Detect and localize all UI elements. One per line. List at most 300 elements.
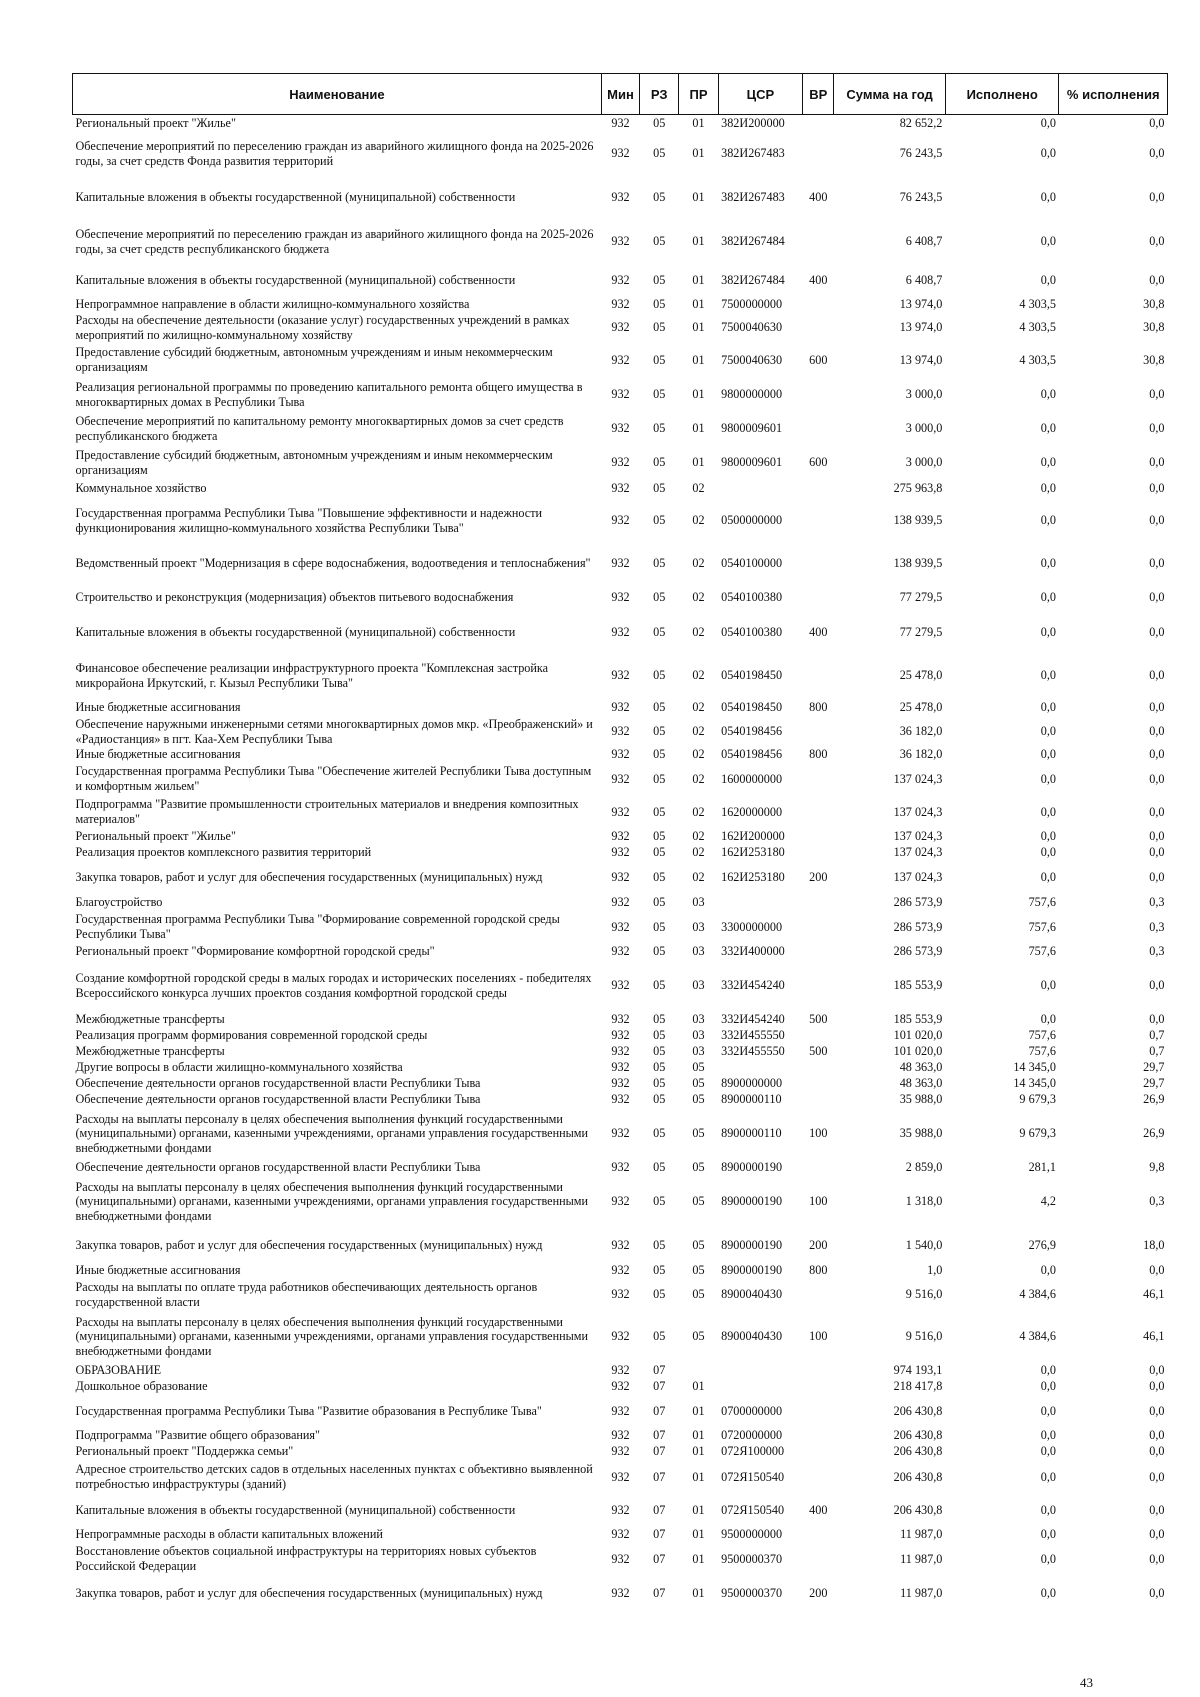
row-csr: 0540198450 [721,700,783,715]
row-pct: 29,7 [1143,1060,1165,1075]
row-min: 932 [611,1076,630,1091]
row-csr: 8900000190 [721,1194,783,1209]
row-min: 932 [611,894,630,909]
row-min: 932 [611,1126,630,1141]
row-rz: 05 [653,115,666,130]
table-row [73,1160,1168,1176]
row-sum: 2 859,0 [905,1160,943,1175]
row-sum: 3 000,0 [905,387,943,402]
row-sum: 77 279,5 [899,625,943,640]
row-rz: 05 [653,771,666,786]
row-csr: 9800009601 [721,421,783,436]
row-rz: 05 [653,297,666,312]
row-rz: 05 [653,1287,666,1302]
row-name: Региональный проект "Формирование комфортной городской среды" [75,944,435,959]
row-sum: 137 024,3 [893,829,943,844]
table-row [73,1311,1168,1363]
row-pct: 18,0 [1143,1237,1165,1252]
row-min: 932 [611,1263,630,1278]
row-name: Восстановление объектов социальной инфраструктуры на территориях новых субъектов Российской Федерации [75,1544,537,1573]
row-min: 932 [611,700,630,715]
header-csr: ЦСР [718,74,803,115]
row-vr [803,480,834,497]
row-rz: 05 [653,1263,666,1278]
row-done: 0,0 [1040,1363,1056,1378]
row-sum: 36 182,0 [899,747,943,762]
row-pr [679,1363,718,1379]
row-rz: 05 [653,747,666,762]
row-done: 757,6 [1028,1028,1056,1043]
row-pr: 02 [692,724,705,739]
table-row [73,1444,1168,1460]
row-vr [803,1527,834,1543]
row-done: 0,0 [1040,1444,1056,1459]
row-min: 932 [611,668,630,683]
row-sum: 3 000,0 [905,421,943,436]
row-done: 4 384,6 [1019,1287,1056,1302]
row-name: Региональный проект "Жилье" [75,115,236,130]
row-csr: 382И267483 [721,190,785,205]
row-pr: 05 [692,1329,705,1344]
row-sum: 36 182,0 [899,724,943,739]
row-vr [803,796,834,829]
row-pr: 02 [692,513,705,528]
row-pct: 0,0 [1149,1551,1165,1566]
row-pr: 01 [692,1428,705,1443]
row-name: Региональный проект "Поддержка семьи" [75,1444,294,1459]
row-name: Межбюджетные трансферты [75,1012,225,1027]
row-sum: 101 020,0 [893,1044,943,1059]
row-sum: 138 939,5 [893,556,943,571]
row-pct: 0,0 [1149,1527,1165,1542]
row-name: ОБРАЗОВАНИЕ [75,1363,162,1378]
row-pr: 01 [692,115,705,130]
table-row [73,944,1168,960]
row-csr: 332И455550 [721,1044,785,1059]
row-rz: 05 [653,590,666,605]
row-name: Государственная программа Республики Тыва "Обеспечение жителей Республики Тыва доступным и комфортным жильем" [75,764,592,793]
row-done: 0,0 [1040,1586,1056,1601]
row-name: Обеспечение наружными инженерными сетями многоквартирных домов мкр. «Преображенский» и «Радиостанция» в пгт. Каа-Хем Республики Тыва [75,716,593,746]
row-csr: 0540198456 [721,724,783,739]
row-done: 0,0 [1040,724,1056,739]
row-vr [803,115,834,132]
header-min: Мин [601,74,639,115]
row-csr: 9800009601 [721,455,783,470]
row-csr: 382И200000 [721,115,785,130]
row-pct: 0,0 [1149,1263,1165,1278]
row-pr: 05 [692,1194,705,1209]
row-rz: 05 [653,1126,666,1141]
row-pct: 0,0 [1149,1428,1165,1443]
table-row [73,1527,1168,1543]
row-sum: 76 243,5 [899,190,943,205]
row-rz: 07 [653,1527,666,1542]
row-pr: 05 [692,1076,705,1091]
table-row [73,480,1168,497]
row-min: 932 [611,1551,630,1566]
row-done: 0,0 [1040,1428,1056,1443]
row-vr: 600 [809,352,828,367]
header-vr: ВР [803,74,834,115]
table-row [73,1012,1168,1028]
row-done: 0,0 [1040,115,1056,130]
table-row [73,1363,1168,1379]
row-done: 0,0 [1040,1403,1056,1418]
row-csr: 0500000000 [721,513,783,528]
table-row [73,653,1168,699]
row-name: Финансовое обеспечение реализации инфраструктурного проекта "Комплексная застройка микрорайона Иркутский, г. Кызыл Республики Тыва" [75,660,549,690]
row-pr: 01 [692,1503,705,1518]
row-pct: 0,0 [1149,1403,1165,1418]
row-pct: 30,8 [1143,297,1165,312]
row-csr: 382И267484 [721,272,785,287]
table-row [73,1028,1168,1044]
row-vr [803,845,834,861]
row-csr: 0540198456 [721,747,783,762]
table-row [73,1428,1168,1444]
row-pct: 0,0 [1149,115,1165,130]
header-pct: % исполнения [1059,74,1168,115]
row-pct: 0,0 [1149,804,1165,819]
row-done: 0,0 [1040,1379,1056,1394]
row-csr: 0540100380 [721,625,783,640]
row-done: 9 679,3 [1019,1126,1056,1141]
row-pct: 0,0 [1149,1503,1165,1518]
row-rz: 05 [653,320,666,335]
row-rz: 05 [653,234,666,249]
row-sum: 185 553,9 [893,1012,943,1027]
row-done: 281,1 [1028,1160,1056,1175]
row-csr: 7500040630 [721,320,783,335]
row-pr: 03 [692,1044,705,1059]
row-sum: 11 987,0 [900,1527,943,1542]
row-done: 0,0 [1040,421,1056,436]
row-pr: 01 [692,455,705,470]
row-pr: 05 [692,1126,705,1141]
row-done: 0,0 [1040,1551,1056,1566]
row-min: 932 [611,455,630,470]
row-done: 14 345,0 [1013,1076,1056,1091]
row-min: 932 [611,1503,630,1518]
row-done: 0,0 [1040,387,1056,402]
row-pct: 0,0 [1149,1379,1165,1394]
table-row [73,717,1168,747]
row-pr: 01 [692,387,705,402]
row-vr: 400 [809,625,828,640]
row-vr [803,1543,834,1576]
row-csr: 9500000370 [721,1551,783,1566]
row-pr: 01 [692,421,705,436]
row-done: 757,6 [1028,944,1056,959]
table-row [73,313,1168,343]
row-min: 932 [611,1329,630,1344]
row-rz: 05 [653,724,666,739]
table-row [73,1495,1168,1527]
row-pr: 03 [692,1028,705,1043]
row-sum: 3 000,0 [905,455,943,470]
row-vr [803,763,834,796]
row-name: Капитальные вложения в объекты государственной (муниципальной) собственности [75,272,516,287]
row-name: Обеспечение мероприятий по переселению граждан из аварийного жилищного фонда на 2025-2026 годы, за счет средств Фонда развития территорий [75,138,594,168]
row-csr: 0720000000 [721,1428,783,1443]
table-row [73,1076,1168,1092]
row-min: 932 [611,1444,630,1459]
row-pct: 0,0 [1149,845,1165,860]
table-row [73,1176,1168,1228]
row-pr: 05 [692,1287,705,1302]
row-pct: 0,0 [1149,1012,1165,1027]
row-sum: 185 553,9 [893,978,943,993]
row-pr: 01 [692,146,705,161]
row-sum: 25 478,0 [899,668,943,683]
row-name: Подпрограмма "Развитие общего образования" [75,1428,320,1443]
row-vr [803,412,834,446]
row-name: Обеспечение мероприятий по капитальному ремонту многоквартирных домов за счет средств республиканского бюджета [75,413,564,443]
row-csr: 8900000190 [721,1160,783,1175]
row-rz: 05 [653,1028,666,1043]
row-pr: 01 [692,234,705,249]
row-csr: 8900000110 [721,1092,782,1107]
row-vr [803,1460,834,1495]
row-rz: 07 [653,1403,666,1418]
row-done: 0,0 [1040,700,1056,715]
row-rz: 07 [653,1551,666,1566]
row-pct: 0,0 [1149,771,1165,786]
row-pct: 30,8 [1143,320,1165,335]
table-row [73,297,1168,313]
row-pr: 02 [692,700,705,715]
row-min: 932 [611,556,630,571]
row-pct: 0,0 [1149,1363,1165,1378]
row-pr: 02 [692,869,705,884]
row-csr: 0700000000 [721,1403,783,1418]
row-done: 0,0 [1040,146,1056,161]
row-csr: 9500000370 [721,1586,783,1601]
row-vr [803,378,834,412]
row-sum: 206 430,8 [893,1444,943,1459]
table-row [73,497,1168,545]
row-name: Расходы на выплаты персоналу в целях обеспечения выполнения функций государственными (муниципальными) органами, казенными учреждениями, органами управления государственными внебюджетными фондами [75,1314,589,1358]
row-vr [803,1363,834,1379]
row-pct: 0,0 [1149,1444,1165,1459]
row-pct: 0,0 [1149,146,1165,161]
row-pr: 01 [692,1551,705,1566]
row-name: Обеспечение деятельности органов государственной власти Республики Тыва [75,1092,481,1107]
row-name: Расходы на выплаты персоналу в целях обеспечения выполнения функций государственными (муниципальными) органами, казенными учреждениями, органами управления государственными внебюджетными фондами [75,1179,589,1223]
page-number: 43 [1080,1675,1093,1690]
row-min: 932 [611,1586,630,1601]
row-pct: 46,1 [1143,1287,1165,1302]
row-pr: 01 [692,297,705,312]
row-vr [803,497,834,545]
table-row [73,545,1168,583]
row-name: Государственная программа Республики Тыва "Развитие образования в Республике Тыва" [75,1403,542,1418]
row-csr: 7500000000 [721,297,783,312]
row-sum: 206 430,8 [893,1428,943,1443]
table-row [73,1044,1168,1060]
row-pct: 0,0 [1149,724,1165,739]
row-min: 932 [611,978,630,993]
row-name: Ведомственный проект "Модернизация в сфере водоснабжения, водоотведения и теплоснабжения" [75,556,591,571]
row-pr: 01 [692,190,705,205]
row-sum: 1 318,0 [905,1194,943,1209]
row-rz: 05 [653,1160,666,1175]
row-min: 932 [611,1028,630,1043]
row-name: Закупка товаров, работ и услуг для обеспечения государственных (муниципальных) нужд [75,1237,543,1252]
row-csr: 0540100380 [721,590,783,605]
row-csr: 7500040630 [721,352,783,367]
header-rz: РЗ [640,74,679,115]
row-done: 4 303,5 [1019,297,1056,312]
table-row [73,1263,1168,1279]
row-csr: 072Я150540 [721,1469,785,1484]
row-done: 757,6 [1028,1044,1056,1059]
row-min: 932 [611,234,630,249]
table-row [73,446,1168,480]
row-sum: 35 988,0 [899,1126,943,1141]
row-pct: 26,9 [1143,1092,1165,1107]
row-vr: 100 [809,1126,828,1141]
row-vr: 400 [809,190,828,205]
row-name: Капитальные вложения в объекты государственной (муниципальной) собственности [75,1503,516,1518]
row-csr: 072Я150540 [721,1503,785,1518]
row-sum: 137 024,3 [893,869,943,884]
row-sum: 101 020,0 [893,1028,943,1043]
row-pct: 46,1 [1143,1329,1165,1344]
row-min: 932 [611,1379,630,1394]
row-pct: 0,0 [1149,869,1165,884]
row-done: 0,0 [1040,771,1056,786]
row-sum: 48 363,0 [899,1060,943,1075]
table-row [73,747,1168,763]
row-done: 0,0 [1040,190,1056,205]
row-csr: 0540198450 [721,668,783,683]
row-rz: 05 [653,845,666,860]
row-sum: 1,0 [927,1263,943,1278]
row-rz: 05 [653,455,666,470]
row-rz: 07 [653,1503,666,1518]
row-pct: 0,0 [1149,590,1165,605]
row-sum: 286 573,9 [893,894,943,909]
row-pr: 01 [692,1379,705,1394]
table-row [73,699,1168,717]
row-vr [803,1160,834,1176]
row-vr: 100 [809,1194,828,1209]
row-min: 932 [611,115,630,130]
row-done: 0,0 [1040,845,1056,860]
row-done: 4 303,5 [1019,320,1056,335]
row-pr: 02 [692,747,705,762]
row-min: 932 [611,421,630,436]
header-done: Исполнено [945,74,1059,115]
row-sum: 11 987,0 [900,1551,943,1566]
row-name: Расходы на обеспечение деятельности (оказание услуг) государственных учреждений в рамках мероприятий по жилищно-коммунальному хозяйству [75,312,570,342]
row-pr: 03 [692,978,705,993]
row-name: Подпрограмма "Развитие промышленности строительных материалов и внедрения композитных материалов" [75,797,579,826]
table-row [73,845,1168,861]
table-row [73,378,1168,412]
row-rz: 05 [653,513,666,528]
table-row [73,1092,1168,1108]
row-csr: 1600000000 [721,771,783,786]
row-pct: 0,0 [1149,556,1165,571]
row-pct: 0,0 [1149,455,1165,470]
table-row [73,960,1168,1012]
row-pr: 02 [692,668,705,683]
row-done: 0,0 [1040,625,1056,640]
row-done: 276,9 [1028,1237,1056,1252]
row-done: 0,0 [1040,978,1056,993]
row-sum: 1 540,0 [905,1237,943,1252]
row-min: 932 [611,190,630,205]
row-min: 932 [611,320,630,335]
table-row [73,1279,1168,1311]
row-vr: 400 [809,272,828,287]
row-sum: 275 963,8 [893,480,943,495]
row-name: Благоустройство [75,894,163,909]
row-done: 4,2 [1040,1194,1056,1209]
row-pr: 03 [692,944,705,959]
row-rz: 05 [653,387,666,402]
row-pct: 0,0 [1149,513,1165,528]
row-min: 932 [611,869,630,884]
row-csr [718,1060,803,1076]
row-rz: 05 [653,1044,666,1059]
row-min: 932 [611,944,630,959]
row-vr [803,313,834,343]
row-pct: 0,3 [1149,919,1165,934]
row-csr: 162И253180 [721,869,785,884]
row-pct: 0,0 [1149,978,1165,993]
row-vr: 100 [809,1329,828,1344]
row-sum: 13 974,0 [899,352,943,367]
table-body [73,115,1168,1612]
table-row [73,132,1168,176]
table-row [73,412,1168,446]
row-pct: 0,0 [1149,747,1165,762]
row-name: Дошкольное образование [75,1379,208,1394]
row-pct: 0,0 [1149,1469,1165,1484]
header-sum: Сумма на год [834,74,946,115]
row-sum: 138 939,5 [893,513,943,528]
row-sum: 9 516,0 [905,1329,943,1344]
table-row [73,1543,1168,1576]
row-name: Иные бюджетные ассигнования [75,700,241,715]
row-vr [803,1060,834,1076]
row-rz: 05 [653,1237,666,1252]
table-row [73,264,1168,297]
row-done: 14 345,0 [1013,1060,1056,1075]
header-pr: ПР [679,74,718,115]
row-rz: 05 [653,1092,666,1107]
row-done: 0,0 [1040,272,1056,287]
row-csr: 8900000190 [721,1237,783,1252]
row-sum: 137 024,3 [893,804,943,819]
row-name: Строительство и реконструкция (модернизация) объектов питьевого водоснабжения [75,590,514,605]
row-rz: 05 [653,190,666,205]
row-pr: 01 [692,320,705,335]
row-pct: 0,0 [1149,700,1165,715]
row-vr: 600 [809,455,828,470]
row-sum: 6 408,7 [905,234,943,249]
row-min: 932 [611,272,630,287]
row-pct: 0,0 [1149,421,1165,436]
row-csr: 332И454240 [721,1012,785,1027]
row-pct: 0,7 [1149,1028,1165,1043]
row-vr [803,1379,834,1395]
row-vr [803,894,834,911]
